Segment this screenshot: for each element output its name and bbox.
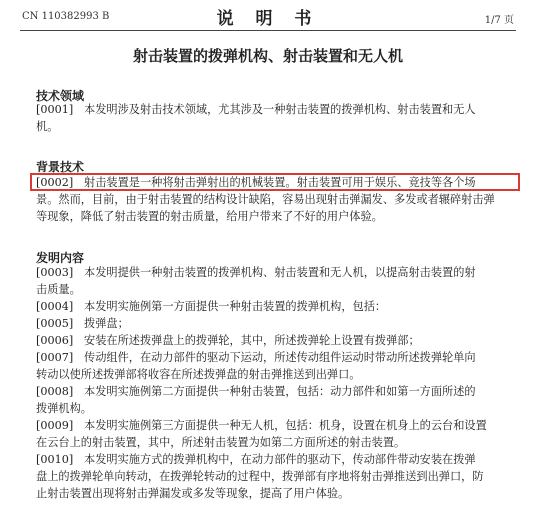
paragraph-number: [0005] bbox=[36, 317, 74, 330]
paragraph-text: 本发明实施例第一方面提供一种射击装置的拨弹机构，包括： bbox=[84, 300, 387, 313]
paragraph-0005 bbox=[36, 315, 506, 332]
paragraph-number: [0008] bbox=[36, 385, 74, 398]
paragraph-text: 景。然而，目前，由于射击装置的结构设计缺陷，容易出现射击弹漏发、多发或者辗碎射击弹 bbox=[36, 193, 495, 206]
section-heading-background: 背景技术 bbox=[36, 160, 85, 174]
paragraph-text: 本发明实施例第三方面提供一种无人机，包括：机身，设置在机身上的云台和设置 bbox=[84, 419, 487, 432]
paragraph-number: [0009] bbox=[36, 419, 74, 432]
paragraph-text: 拨弹盘； bbox=[84, 317, 129, 330]
section-heading-summary: 发明内容 bbox=[36, 251, 85, 265]
paragraph-0003 bbox=[36, 264, 506, 298]
paragraph-text: 盘上的拨弹轮单向转动，在拨弹轮转动的过程中，拨弹部有序地将射击弹推送到出弹口，防 bbox=[36, 470, 484, 483]
paragraph-number: [0010] bbox=[36, 453, 74, 466]
paragraph-text: 等现象，降低了射击装置的射击质量，给用户带来了不好的用户体验。 bbox=[36, 210, 383, 223]
paragraph-0002 bbox=[36, 174, 506, 225]
paragraph-text: 本发明实施例第二方面提供一种射击装置，包括：动力部件和如第一方面所述的 bbox=[84, 385, 476, 398]
paragraph-text: 传动组件，在动力部件的驱动下运动，所述传动组件运动时带动所述拨弹轮单向 bbox=[84, 351, 476, 364]
page-header bbox=[20, 0, 516, 31]
paragraph-0001 bbox=[36, 101, 506, 135]
section-heading-technical-field: 技术领域 bbox=[36, 89, 85, 103]
paragraph-0008 bbox=[36, 383, 506, 417]
paragraph-0009 bbox=[36, 417, 506, 451]
patent-number: CN 110382993 B bbox=[22, 11, 110, 22]
paragraph-text: 本发明提供一种射击装置的拨弹机构、射击装置和无人机，以提高射击装置的射 bbox=[84, 266, 476, 279]
paragraph-text: 射击装置是一种将射击弹射出的机械装置。射击装置可用于娱乐、竞技等各个场 bbox=[84, 176, 476, 189]
paragraph-number: [0001] bbox=[36, 103, 74, 116]
paragraph-number: [0002] bbox=[36, 176, 74, 189]
paragraph-number: [0007] bbox=[36, 351, 74, 364]
paragraph-0004 bbox=[36, 298, 506, 315]
paragraph-0010 bbox=[36, 451, 506, 502]
paragraph-text: 击质量。 bbox=[36, 283, 81, 296]
document-type-label: 说 明 书 bbox=[216, 9, 320, 29]
paragraph-text: 安装在所述拨弹盘上的拨弹轮，其中，所述拨弹轮上设置有拨弹部； bbox=[84, 334, 420, 347]
paragraph-0006 bbox=[36, 332, 506, 349]
paragraph-text: 机。 bbox=[36, 120, 59, 133]
paragraph-text: 在云台上的射击装置，其中，所述射击装置为如第二方面所述的射击装置。 bbox=[36, 436, 406, 449]
paragraph-text: 转动以使所述拨弹部将收容在所述拨弹盘的射击弹推送到出弹口。 bbox=[36, 368, 361, 381]
document-title: 射击装置的拨弹机构、射击装置和无人机 bbox=[132, 47, 403, 65]
paragraph-text: 本发明涉及射击技术领域，尤其涉及一种射击装置的拨弹机构、射击装置和无人 bbox=[84, 103, 476, 116]
paragraph-text: 拨弹机构。 bbox=[36, 402, 92, 415]
paragraph-number: [0004] bbox=[36, 300, 74, 313]
paragraph-number: [0006] bbox=[36, 334, 74, 347]
paragraph-text: 本发明实施方式的拨弹机构中，在动力部件的驱动下，传动部件带动安装在拨弹 bbox=[84, 453, 476, 466]
paragraph-number: [0003] bbox=[36, 266, 74, 279]
page-number: 1/7 页 bbox=[484, 15, 514, 26]
paragraph-0007 bbox=[36, 349, 506, 383]
paragraph-text: 止射击装置出现将射击弹漏发或多发等现象，提高了用户体验。 bbox=[36, 487, 350, 500]
